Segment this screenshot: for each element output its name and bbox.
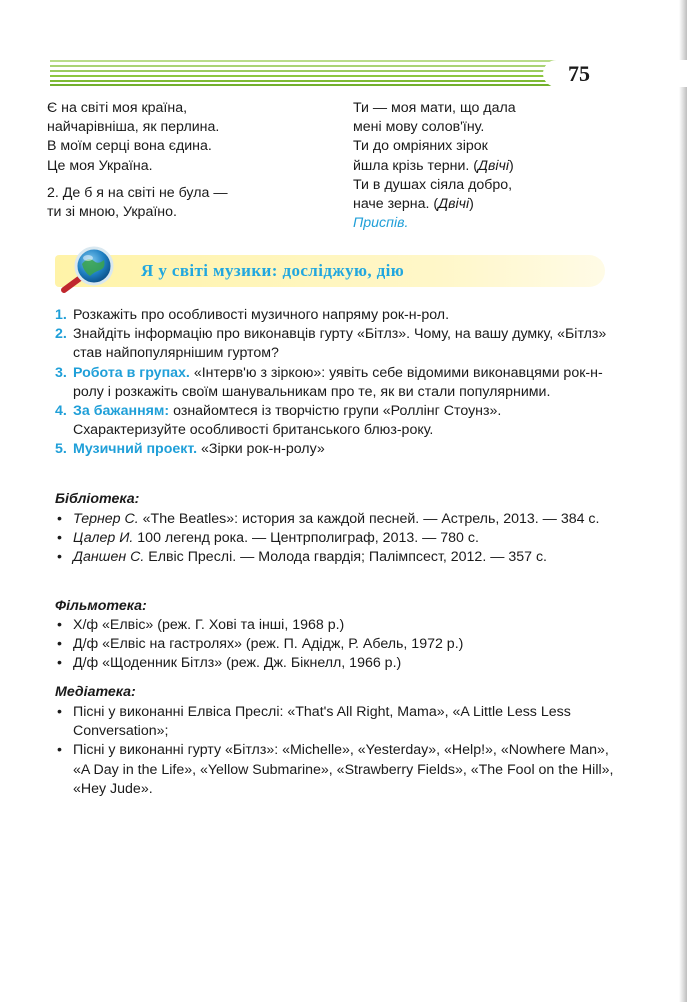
poem-line: 2. Де б я на світі не була — <box>47 184 228 201</box>
poem-line: наче зерна. (Двічі) <box>353 196 474 213</box>
task-item <box>55 306 615 325</box>
book-text: «The Beatles»: история за каждой песней. — Астрель, 2013. — 384 с. <box>142 511 600 527</box>
list-item <box>55 703 615 741</box>
list-item <box>55 654 615 673</box>
library-list <box>55 510 615 568</box>
bullet-icon: • <box>57 742 62 759</box>
filmoteka-title: Фільмотека: <box>55 598 147 614</box>
list-item <box>55 548 615 567</box>
poem-line: Є на світі моя країна, <box>47 100 188 116</box>
task-text: ознайомтеся із творчістю групи «Роллінг Стоунз». Схарактеризуйте особливості британського блюз-року. <box>73 403 502 439</box>
task-number: 4. <box>55 403 67 420</box>
task-number: 5. <box>55 441 67 458</box>
poem-left <box>47 99 228 222</box>
bullet-icon: • <box>57 511 62 527</box>
page-number: 75 <box>568 61 590 86</box>
filmoteka-list <box>55 616 615 674</box>
poem-line: В моїм серці вона єдина. <box>47 138 212 155</box>
bullet-icon: • <box>57 636 62 653</box>
task-item <box>55 325 615 363</box>
task-heading: За бажанням: <box>73 403 170 420</box>
task-heading: Музичний проект. <box>73 441 198 458</box>
task-item <box>55 364 615 402</box>
poem-right <box>353 99 516 233</box>
bullet-icon: • <box>57 655 62 672</box>
page-edge-shadow <box>679 0 687 1002</box>
bullet-icon: • <box>57 530 62 547</box>
media-text: Пісні у виконанні Елвіса Преслі: «That's All Right, Mama», «A Little Less Less Conversation»; <box>73 704 571 740</box>
book-author: Цалер И. <box>73 530 134 547</box>
poem-line: Це моя Україна. <box>47 157 153 174</box>
poem-line: Ти до омріяних зірок <box>353 138 488 155</box>
poem-line: Ти — моя мати, що дала <box>353 100 516 116</box>
task-text: «Зірки рок-н-ролу» <box>200 441 325 458</box>
repeat-mark: Двічі <box>438 196 470 213</box>
book-text: Елвіс Преслі. — Молода гвардія; Палімпсест, 2012. — 357 с. <box>148 549 547 566</box>
banner-title: Я у світі музики: досліджую, дію <box>141 261 405 280</box>
list-item <box>55 529 615 548</box>
poem-line: мені мову солов'їну. <box>353 119 485 136</box>
task-text: Розкажіть про особливості музичного напряму рок-н-рол. <box>73 307 450 323</box>
repeat-mark: Двічі <box>478 157 510 174</box>
task-number: 1. <box>55 307 67 323</box>
list-item <box>55 741 615 799</box>
poem-line: найчарівніша, як перлина. <box>47 119 220 136</box>
page-number-badge <box>543 60 687 87</box>
mediateka-list <box>55 703 615 799</box>
task-item <box>55 440 615 459</box>
film-text: Х/ф «Елвіс» (реж. Г. Хові та інші, 1968 р.) <box>73 617 345 633</box>
library-title: Бібліотека: <box>55 491 140 507</box>
book-author: Тернер С. <box>73 511 139 527</box>
list-item <box>55 635 615 654</box>
chorus-label: Приспів. <box>353 215 409 232</box>
task-number: 3. <box>55 364 67 381</box>
task-text: Знайдіть інформацію про виконавців гурту «Бітлз». Чому, на вашу думку, «Бітлз» став найпопулярнішим гуртом? <box>73 326 607 362</box>
mediateka-title: Медіатека: <box>55 684 136 700</box>
film-text: Д/ф «Щоденник Бітлз» (реж. Дж. Бікнелл, 1966 р.) <box>73 655 402 672</box>
media-text: Пісні у виконанні гурту «Бітлз»: «Michelle», «Yesterday», «Help!», «Nowhere Man», «A Day in the Life», «Yellow Submarine», «Strawberry Fields», «The Fool on the Hill», «Hey Jude». <box>73 742 614 797</box>
task-heading: Робота в групах. <box>73 364 190 381</box>
magnifier-globe-icon <box>50 240 132 302</box>
list-item <box>55 510 615 529</box>
task-list <box>55 306 615 460</box>
task-number: 2. <box>55 326 67 343</box>
poem-line: ти зі мною, Україно. <box>47 204 177 221</box>
task-item <box>55 402 615 440</box>
bullet-icon: • <box>57 617 62 633</box>
list-item <box>55 616 615 635</box>
task-text: «Інтерв'ю з зіркою»: уявіть себе відомими виконавцями рок-н-ролу і розкажіть своїм шанувальникам про те, як ви стали популярними. <box>73 364 603 400</box>
bullet-icon: • <box>57 704 62 720</box>
book-text: 100 легенд рока. — Центрполиграф, 2013. — 780 с. <box>137 530 479 547</box>
book-author: Даншен С. <box>73 549 145 566</box>
poem-line: йшла крізь терни. (Двічі) <box>353 157 514 174</box>
bullet-icon: • <box>57 549 62 566</box>
film-text: Д/ф «Елвіс на гастролях» (реж. П. Адідж, Р. Абель, 1972 р.) <box>73 636 464 653</box>
poem-line: Ти в душах сіяла добро, <box>353 176 513 193</box>
